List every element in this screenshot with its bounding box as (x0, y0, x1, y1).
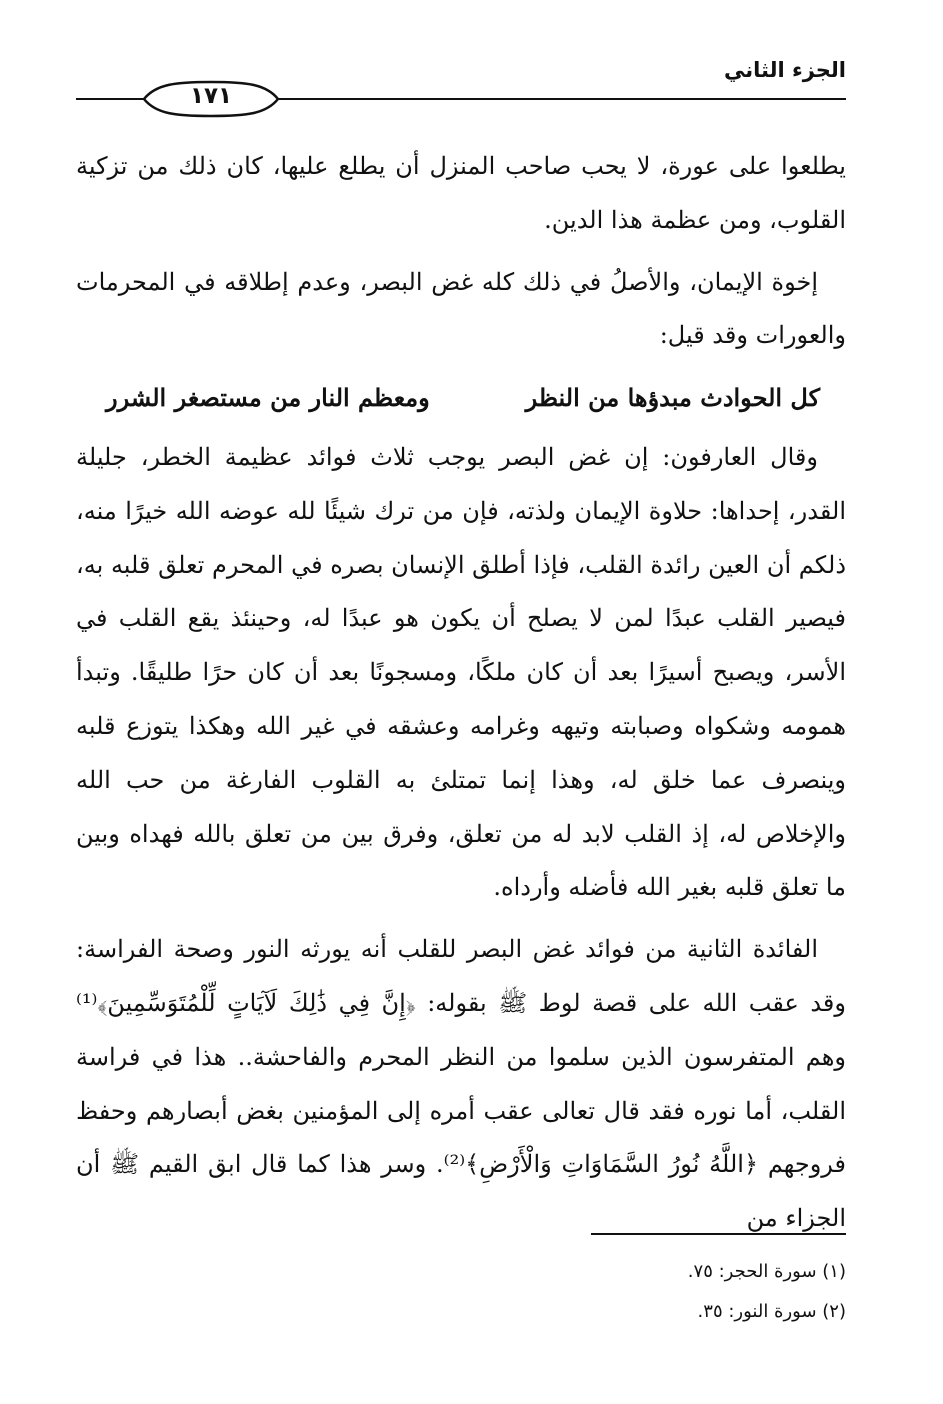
page-header (76, 56, 846, 126)
paragraph-4: الفائدة الثانية من فوائد غض البصر للقلب أنه يورثه النور وصحة الفراسة: وقد عقب الله على قصة لوط ﷺ بقوله: ﴿إِنَّ فِي ذَٰلِكَ لَآيَاتٍ لِّلْمُتَوَسِّمِينَ﴾⁽¹⁾ وهم المتفرسون الذين سلموا من النظر المحرم والفاحشة.. هذا في فراسة القلب، أما نوره فقد قال تعالى عقب أمره إلى المؤمنين بغض أبصارهم وحفظ فروجهم ﴿اللَّهُ نُورُ السَّمَاوَاتِ وَالْأَرْضِ﴾⁽²⁾. وسر هذا كما قال ابق القيم ﷺ أن الجزاء من (76, 935, 846, 1233)
paragraph-2: إخوة الإيمان، والأصلُ في ذلك كله غض البصر، وعدم إطلاقه في المحرمات والعورات وقد قيل: (76, 267, 846, 350)
footnote-2: (٢) سورة النور: ٣٥. (697, 1301, 846, 1322)
page-number: ١٧١ (189, 83, 233, 109)
poetry-verse (76, 371, 846, 425)
verse-first-hemistich: كل الحوادث مبدؤها من النظر (525, 383, 820, 413)
verse-second-hemistich: ومعظم النار من مستصغر الشرر (106, 383, 430, 413)
paragraph-1: يطلعوا على عورة، لا يحب صاحب المنزل أن يطلع عليها، كان ذلك من تزكية القلوب، ومن عظمة هذا الدين. (76, 152, 846, 234)
part-title: الجزء الثاني (723, 58, 846, 82)
footnotes (446, 1252, 846, 1332)
paragraph-3: وقال العارفون: إن غض البصر يوجب ثلاث فوائد عظيمة الخطر، جليلة القدر، إحداها: حلاوة الإيمان ولذته، فإن من ترك شيئًا لله عوضه الله خيرًا منه، ذلكم أن العين رائدة القلب، فإذا أطلق الإنسان بصره في المحرم تعلق قلبه به، فيصير القلب عبدًا لمن لا يصلح أن يكون هو عبدًا له، وحينئذ يقع القلب في الأسر، ويصبح أسيرًا بعد أن كان ملكًا، ومسجونًا بعد أن كان حرًا طليقًا. وتبدأ همومه وشكواه وصبابته وتيهه وغرامه وعشقه في غير الله وهكذا يتوزع قلبه وينصرف عما خلق له، وهذا إنما تمتلئ به القلوب الفارغة من حب الله والإخلاص له، إذ القلب لابد له من تعلق، وفرق بين من تعلق بالله فهداه وبين ما تعلق قلبه بغير الله فأضله وأرداه. (76, 442, 847, 902)
footnote-separator (591, 1233, 846, 1235)
main-text (76, 140, 846, 1254)
footnote-1: (١) سورة الحجر: ٧٥. (687, 1261, 846, 1282)
page-number-frame (136, 80, 286, 118)
